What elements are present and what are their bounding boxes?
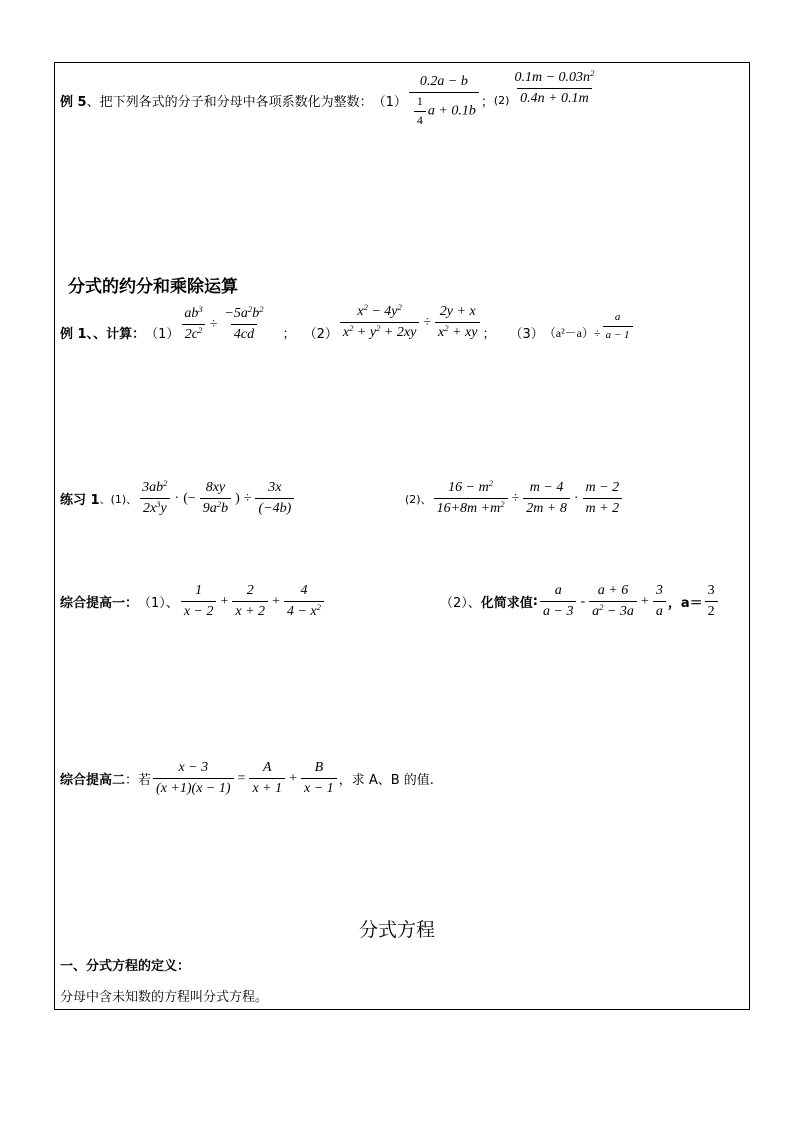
practice-1-part1-label: 、(1)、 [99, 492, 138, 506]
comprehensive-1-label: 综合提高一 [60, 596, 126, 612]
example-1-fraction-a: $\frac{ab^3}{2c^2}$ [181, 306, 205, 343]
comprehensive-1-row: 综合提高一 ： （1）、 $\frac{1}{x - 2}$ + $\frac{2}{x + 2}$ + $\frac{4}{4 - x^2}$ [60, 583, 326, 620]
comprehensive-1-fraction-c: $\frac{4}{4 - x^2}$ [284, 583, 324, 620]
example-1-row: 例 1、、计算 ： （1） $\frac{ab^3}{2c^2}$ ÷ $\frac{-5a^2b^2}{4cd}$ ； （2） $\frac{x^2 - 4y^2}{x^2 + y^2 + 2xy}$ ÷ $\frac{2y + x}{x^2 + xy}$ ； （3） （a²－a）÷ $\frac{a}{a - 1}$ [60, 314, 635, 351]
simplify-evaluate-colon: : [532, 594, 538, 610]
practice-1-part2-label: (2)、 [405, 492, 432, 506]
comprehensive-1-part2-label: （2）、 [440, 596, 481, 612]
definition-heading: 一、分式方程的定义： [60, 959, 191, 974]
comprehensive-1-fraction-d: $\frac{a}{a - 3}$ [540, 583, 576, 620]
comprehensive-1-fraction-b: $\frac{2}{x + 2}$ [232, 583, 268, 620]
comprehensive-1-part2-row: （2）、 化简求值 : $\frac{a}{a - 3}$ - $\frac{a + 6}{a^2 - 3a}$ + $\frac{3}{a}$ ，a＝ $\frac{3}{2}$ [440, 583, 720, 620]
practice-1-part2-row: (2)、 $\frac{16 - m^2}{16+8m +m^2}$ ÷ $\frac{m - 4}{2m + 8}$ · $\frac{m - 2}{m + 2}$ [405, 480, 624, 517]
example-1-colon: ： [132, 327, 146, 343]
example-1-expression-3: （a²－a）÷ [543, 326, 601, 341]
example-1-part2-label: （2） [303, 327, 338, 343]
example-1-part3-label: （3） [509, 327, 544, 343]
comprehensive-1-fraction-a: $\frac{1}{x - 2}$ [181, 583, 217, 620]
comprehensive-1-part1-label: （1）、 [138, 596, 179, 612]
example-5-separator: ； [480, 95, 494, 111]
practice-1-row: 练习 1 、(1)、 $\frac{3ab^2}{2x^3y}$ · (− $\frac{8xy}{9a^2b}$ ) ÷ $\frac{3x}{(-4b)}$ [60, 480, 296, 517]
example-1-fraction-c: $\frac{x^2 - 4y^2}{x^2 + y^2 + 2xy}$ [340, 304, 419, 341]
comprehensive-2-fraction-a: $\frac{x - 3}{(x +1)(x - 1)}$ [153, 760, 234, 797]
practice-1-fraction-d: $\frac{16 - m^2}{16+8m +m^2}$ [434, 480, 508, 517]
example-1-fraction-e: $\frac{a}{a - 1}$ [603, 311, 633, 341]
comprehensive-2-row: 综合提高二 ：若 $\frac{x - 3}{(x +1)(x - 1)}$ = $\frac{A}{x + 1}$ + $\frac{B}{x - 1}$ ，求 A、B 的值. [60, 760, 434, 797]
comprehensive-2-fraction-c: $\frac{B}{x - 1}$ [301, 760, 337, 797]
practice-1-fraction-b: $\frac{8xy}{9a^2b}$ [200, 480, 231, 517]
comprehensive-1-colon: ： [125, 596, 139, 612]
practice-1-fraction-f: $\frac{m - 2}{m + 2}$ [583, 480, 623, 517]
example-5-text: 、把下列各式的分子和分母中各项系数化为整数： [86, 95, 373, 111]
definition-text: 分母中含未知数的方程叫分式方程。 [60, 990, 269, 1005]
example-1-label: 例 1、、计算 [60, 327, 133, 343]
example-1-fraction-d: $\frac{2y + x}{x^2 + xy}$ [435, 304, 480, 341]
example-1-separator-1: ； [282, 327, 296, 343]
comprehensive-2-text-after: ，求 A、B 的值. [338, 773, 434, 789]
condition-prefix: ，a＝ [667, 596, 703, 612]
practice-1-fraction-a: $\frac{3ab^2}{2x^3y}$ [139, 480, 170, 517]
example-5-fraction-2: $\frac{0.1m - 0.03n^2}{0.4n + 0.1m}$ [514, 68, 595, 107]
example-5-label: 例 5 [60, 95, 87, 111]
comprehensive-2-text-before: ：若 [125, 773, 152, 789]
example-5-part1-label: （1） [372, 95, 407, 111]
page-frame [54, 62, 750, 1010]
section-title-fractional-equation: 分式方程 [358, 919, 435, 941]
example-5-part2-label: (2) [493, 94, 510, 108]
condition-fraction: $\frac{3}{2}$ [705, 583, 718, 620]
example-1-fraction-b: $\frac{-5a^2b^2}{4cd}$ [224, 304, 264, 343]
example-5-row [60, 68, 599, 128]
section-title-reduction: 分式的约分和乘除运算 [68, 277, 238, 297]
practice-1-fraction-c: $\frac{3x}{(-4b)}$ [255, 480, 294, 517]
comprehensive-2-label: 综合提高二 [60, 773, 126, 789]
comprehensive-1-fraction-f: $\frac{3}{a}$ [653, 583, 666, 620]
simplify-evaluate-label: 化简求值 [480, 596, 533, 612]
comprehensive-1-fraction-e: $\frac{a + 6}{a^2 - 3a}$ [589, 583, 637, 620]
practice-1-fraction-e: $\frac{m - 4}{2m + 8}$ [523, 480, 570, 517]
example-1-part1-label: （1） [145, 327, 180, 343]
example-1-separator-2: ； [482, 327, 496, 343]
practice-1-label: 练习 1 [60, 493, 100, 509]
example-5-fraction-1: 0.2a − b $\frac{1}{4}$ a + 0.1b [409, 74, 479, 128]
comprehensive-2-fraction-b: $\frac{A}{x + 1}$ [249, 760, 285, 797]
